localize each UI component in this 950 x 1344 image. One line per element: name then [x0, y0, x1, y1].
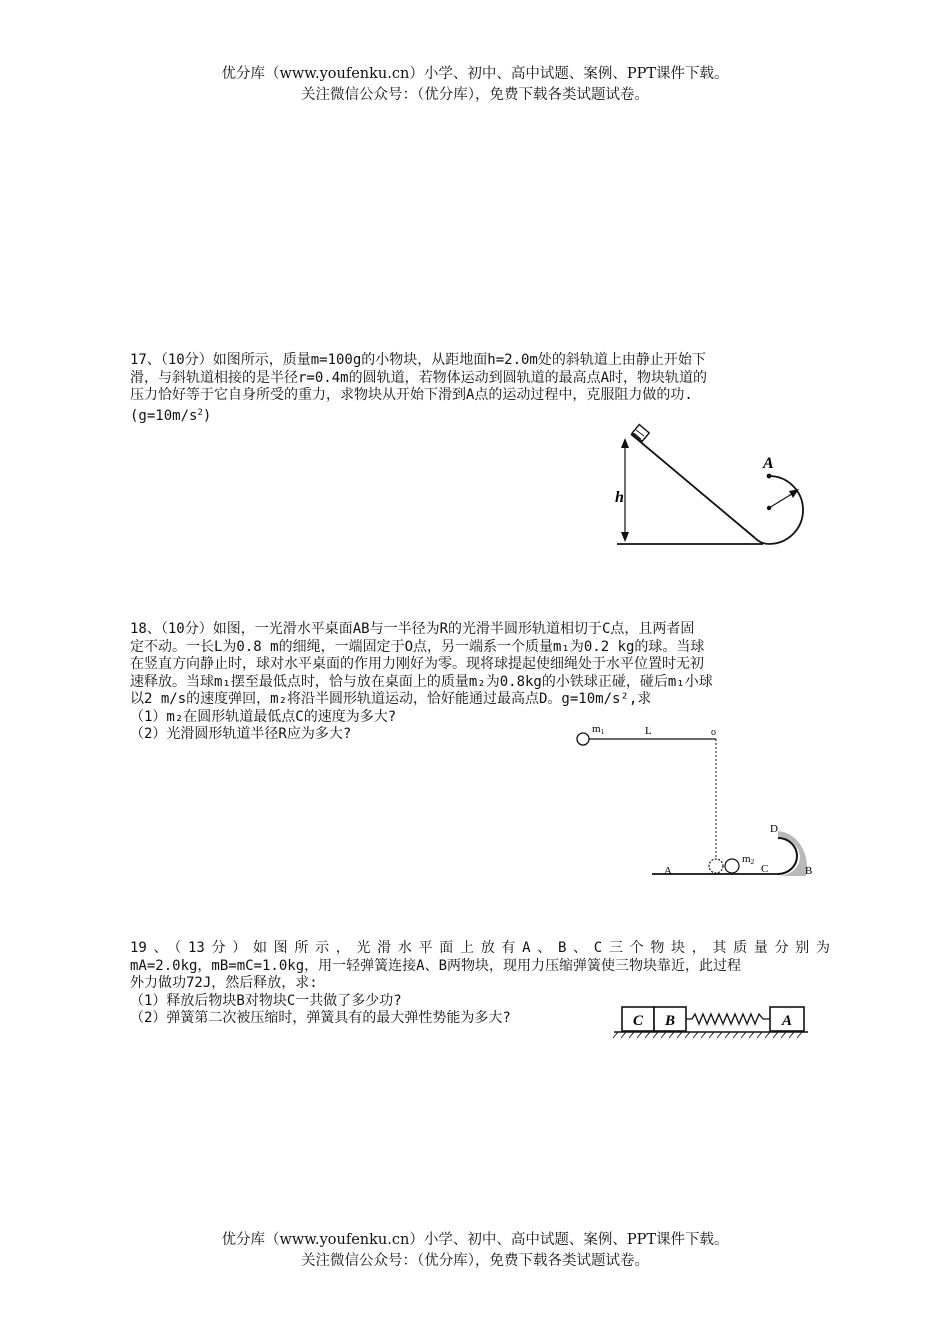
q19-label-C: C	[632, 1013, 644, 1029]
q17-block	[632, 425, 649, 442]
q17-line-4-pre: (g=10m/s	[130, 407, 198, 424]
q17-figure	[605, 420, 820, 555]
footer-line-2: 关注微信公众号：（优分库），免费下载各类试题试卷。	[301, 1253, 649, 1269]
q17-height-arrow-top	[621, 438, 629, 448]
q17-line-1: 17、（10分）如图所示，质量m=100g的小物块，从距地面h=2.0m处的斜轨道上由静止开始下	[130, 352, 706, 368]
q19-ground-hatch	[613, 1032, 802, 1038]
q17-label-A: A	[763, 455, 774, 472]
q18-label-m1: m1	[592, 723, 605, 736]
q18-label-L: L	[645, 725, 652, 737]
q18-label-m2: m2	[742, 853, 755, 866]
q18-label-A: A	[664, 865, 672, 877]
q18-line-2: 定不动。一长L为0.8 m的细绳，一端固定于O点，另一端系一个质量m₁为0.2 kg的球。当球	[130, 638, 705, 655]
q18-sub-1: （1）m₂在圆形轨道最低点C的速度为多大?	[130, 708, 397, 725]
q18-line-4: 速释放。当球m₁摆至最低点时，恰与放在桌面上的质量m₂为0.8kg的小铁球正碰，碰后m₁小球	[130, 673, 713, 690]
q17-point-A	[767, 474, 772, 479]
q18-line-5: 以2 m/s的速度弹回，m₂将沿半圆形轨道运动，恰好能通过最高点D。g=10m/s²,求	[130, 691, 652, 707]
q19-label-B: B	[664, 1013, 676, 1029]
q18-label-D: D	[770, 823, 778, 835]
q17-loop-track	[769, 476, 803, 544]
header-line-1: 优分库（www.youfenku.cn）小学、初中、高中试题、案例、PPT课件下载。	[221, 66, 729, 82]
q18-sub-2: （2）光滑圆形轨道半径R应为多大?	[130, 726, 352, 742]
q19-line-1: 19、（13分）如图所示，光滑水平面上放有A、B、C三个物块，其质量分别为	[130, 940, 830, 956]
q19-line-3: 外力做功72J，然后释放，求:	[130, 975, 318, 991]
q19-spring	[686, 1014, 770, 1024]
page-footer	[0, 1230, 950, 1272]
q19-figure	[612, 1003, 812, 1041]
q17-label-h: h	[615, 489, 624, 506]
q19-label-A: A	[781, 1013, 793, 1029]
q17-radius-arrow	[789, 489, 799, 498]
q18-line-1: 18、（10分）如图，一光滑水平桌面AB与一半径为R的光滑半圆形轨道相切于C点，且两者固	[130, 621, 695, 637]
q19-line-2: mA=2.0kg，mB=mC=1.0kg，用一轻弹簧连接A、B两物块，现用力压缩弹簧使三物块靠近，此过程	[130, 957, 742, 974]
q18-label-B: B	[805, 865, 813, 877]
q17-line-4-post: )	[202, 407, 212, 424]
q18-label-o: o	[711, 727, 716, 738]
footer-line-1: 优分库（www.youfenku.cn）小学、初中、高中试题、案例、PPT课件下载。	[221, 1232, 729, 1248]
question-17	[130, 352, 830, 425]
q18-ball-m2	[725, 859, 739, 873]
q17-line-2: 滑，与斜轨道相接的是半径r=0.4m的圆轨道，若物体运动到圆轨道的最高点A时，物块轨道的	[130, 369, 707, 386]
q17-incline	[631, 434, 755, 538]
q17-line-4-sup: 2	[197, 407, 203, 418]
q18-figure	[570, 718, 825, 883]
q17-height-arrow-bottom	[621, 532, 629, 542]
header-line-2: 关注微信公众号：（优分库），免费下载各类试题试卷。	[301, 87, 649, 103]
q18-line-3: 在竖直方向静止时，球对水平桌面的作用力刚好为零。现将球提起使细绳处于水平位置时无初	[130, 656, 704, 672]
q18-label-C: C	[761, 863, 769, 875]
q17-incline-curve	[755, 538, 769, 544]
q19-sub-2: （2）弹簧第二次被压缩时，弹簧具有的最大弹性势能为多大?	[130, 1010, 511, 1026]
page-header	[0, 64, 950, 106]
q17-line-3: 压力恰好等于它自身所受的重力，求物块从开始下滑到A点的运动过程中，克服阻力做的功.	[130, 387, 693, 403]
q18-ball-m1-start	[577, 733, 589, 745]
q18-ball-m1-bottom	[709, 859, 723, 873]
q19-sub-1: （1）释放后物块B对物块C一共做了多少功?	[130, 992, 402, 1009]
